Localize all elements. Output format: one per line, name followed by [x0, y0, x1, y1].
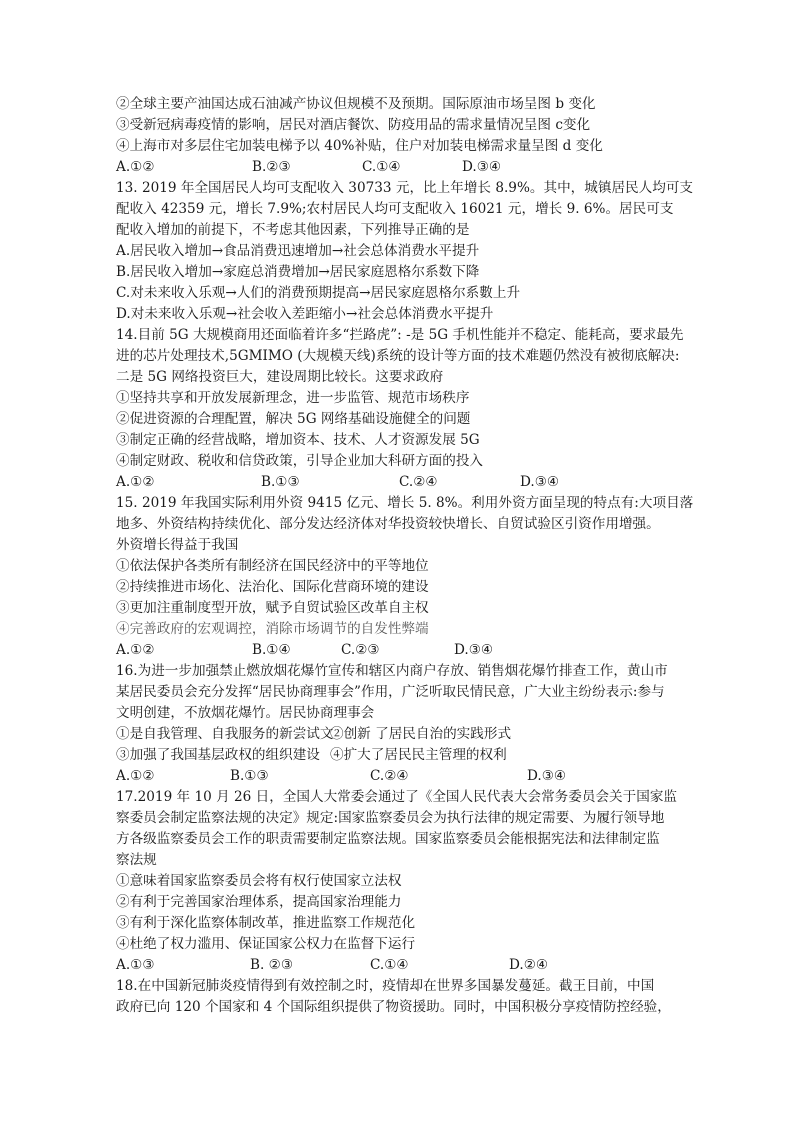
text-line: ②持续推进市场化、法治化、国际化营商环境的建设 [116, 579, 429, 595]
text-line: ①坚持共享和开放发展新理念，进一步监管、规范市场秩序 [116, 390, 470, 406]
answer-option: D.③④ [462, 159, 502, 175]
statement-item: ②创新 了居民自治的实践形式 [330, 726, 512, 742]
text-line: 进的芯片处理技术,5GMIMO (大规模天线)系统的设计等方面的技术难题仍然没有被彻底解决: [116, 348, 680, 364]
answer-options-row [116, 955, 684, 976]
answer-option: A.①② [116, 642, 155, 658]
text-line: ②促进资源的合理配置，解决 5G 网络基础设施健全的问题 [116, 411, 471, 427]
text-line: ①依法保护各类所有制经济在国民经济中的平等地位 [116, 558, 429, 574]
text-line: ④上海市对多层住宅加装电梯予以 40%补贴，住户对加装电梯需求量呈图 d 变化 [116, 138, 603, 154]
text-line: 政府已向 120 个国家和 4 个国际组织提供了物资援助。同时，中国积极分享疫情防控经验， [116, 999, 671, 1015]
statement-pair-row [116, 745, 684, 766]
answer-option: B.①③ [230, 768, 269, 784]
text-line: ④制定财政、税收和信贷政策，引导企业加大科研方面的投入 [116, 453, 484, 469]
text-line: 14.目前 5G 大规模商用还面临着许多“拦路虎”: -是 5G 手机性能并不稳定、能耗高，要求最先 [116, 327, 684, 343]
answer-option: A.①③ [116, 957, 155, 973]
answer-options-row [116, 640, 684, 661]
answer-option: C.①④ [362, 159, 401, 175]
answer-option: D.③④ [520, 474, 560, 490]
text-line: ②有利于完善国家治理体系，提高国家治理能力 [116, 894, 402, 910]
answer-option: D.②④ [509, 957, 549, 973]
answer-option: A.①② [116, 768, 155, 784]
statement-item: ④扩大了居民民主管理的权利 [330, 747, 507, 763]
text-line: ③有利于深化监察体制改革，推进监察工作规范化 [116, 915, 416, 931]
answer-option: B.②③ [252, 159, 291, 175]
answer-option: B.①③ [261, 474, 300, 490]
answer-option: B. ②③ [250, 957, 294, 973]
text-line: 16.为进一步加强禁止燃放烟花爆竹宣传和辖区内商户存放、销售烟花爆竹排查工作，黄山市 [116, 663, 668, 679]
text-line: ③更加注重制度型开放，赋予自贸试验区改革自主权 [116, 600, 429, 616]
text-line: ④完善政府的宏观调控，消除市场调节的自发性弊端 [116, 621, 429, 637]
answer-options-row [116, 766, 684, 787]
text-line: 15. 2019 年我国实际利用外资 9415 亿元、增长 5. 8%。利用外资方面呈现的特点有:大项目落 [116, 495, 694, 511]
text-line: ④杜绝了权力滥用、保证国家公权力在监督下运行 [116, 936, 416, 952]
answer-option: B.①④ [252, 642, 291, 658]
answer-option: A.①② [116, 474, 155, 490]
text-line: 外资增长得益于我国 [116, 537, 239, 553]
answer-option: A.①② [116, 159, 155, 175]
answer-option: D.③④ [527, 768, 567, 784]
answer-option: C.①④ [370, 957, 409, 973]
text-line: 配收入 42359 元，增长 7.9%;农村居民人均可支配收入 16021 元，增长 9. 6%。居民可支 [116, 201, 674, 217]
text-line: ①意味着国家监察委员会将有权行使国家立法权 [116, 873, 402, 889]
statement-item: ③加强了我国基层政权的组织建设 [116, 747, 320, 763]
text-line: B.居民收入增加→家庭总消费增加→居民家庭恩格尔系数下降 [116, 264, 480, 280]
text-line: C.对未来收入乐观→人们的消费预期提高→居民家庭恩格尔系數上升 [116, 285, 521, 301]
text-line: A.居民收入增加→食品消费迅速增加→社会总体消费水平提升 [116, 243, 480, 259]
text-line: ②全球主要产油国达成石油减产协议但规模不及预期。国际原油市场呈图 b 变化 [116, 96, 596, 112]
text-line: 配收入增加的前提下，不考虑其他因素，下列推导正确的是 [116, 222, 470, 238]
text-line: 某居民委员会充分发挥“居民协商理事会”作用，广泛听取民情民意，广大业主纷纷表示:参与 [116, 684, 665, 700]
text-line: ③受新冠病毒疫情的影响，居民对酒店餐饮、防疫用品的需求量情况呈图 c变化 [116, 117, 591, 133]
text-line: D.对未来收入乐观→社会收入差距缩小→社会总体消费水平提升 [116, 306, 494, 322]
text-line: 察法规 [116, 852, 157, 868]
answer-option: C.②④ [370, 768, 409, 784]
question-text-block [116, 94, 694, 1018]
text-line: 察委员会制定监察法规的决定》规定:国家监察委员会为执行法律的规定需要、为履行领导地 [116, 810, 665, 826]
text-line: 文明创建，不放烟花爆竹。居民协商理事会 [116, 705, 375, 721]
answer-option: D.③④ [454, 642, 494, 658]
text-line: 17.2019 年 10 月 26 日，全国人大常委会通过了《全国人民代表大会常务委员会关于国家监 [116, 789, 678, 805]
answer-options-row [116, 157, 684, 178]
text-line: 方各级监察委员会工作的职责需要制定监察法规。国家监察委员会能根据宪法和法律制定监 [116, 831, 660, 847]
answer-option: C.②④ [399, 474, 438, 490]
text-line: ③制定正确的经营战略，增加资本、技术、人才资源发展 5G [116, 432, 480, 448]
text-line: 13. 2019 年全国居民人均可支配收入 30733 元，比上年增长 8.9%。其中，城镇居民人均可支 [116, 180, 694, 196]
statement-pair-row [116, 724, 684, 745]
text-line: 地多、外资结构持续优化、部分发达经济体对华投资较快增长、自贸试验区引资作用增强。 [116, 516, 660, 532]
text-line: 18.在中国新冠肺炎疫情得到有效控制之时，疫情却在世界多国暴发蔓延。截王目前，中国 [116, 978, 655, 994]
statement-item: ①是自我管理、自我服务的新尝试文 [116, 726, 334, 742]
answer-options-row [116, 472, 684, 493]
text-line: 二是 5G 网络投资巨大，建设周期比较长。这要求政府 [116, 369, 444, 385]
answer-option: C.②③ [341, 642, 380, 658]
